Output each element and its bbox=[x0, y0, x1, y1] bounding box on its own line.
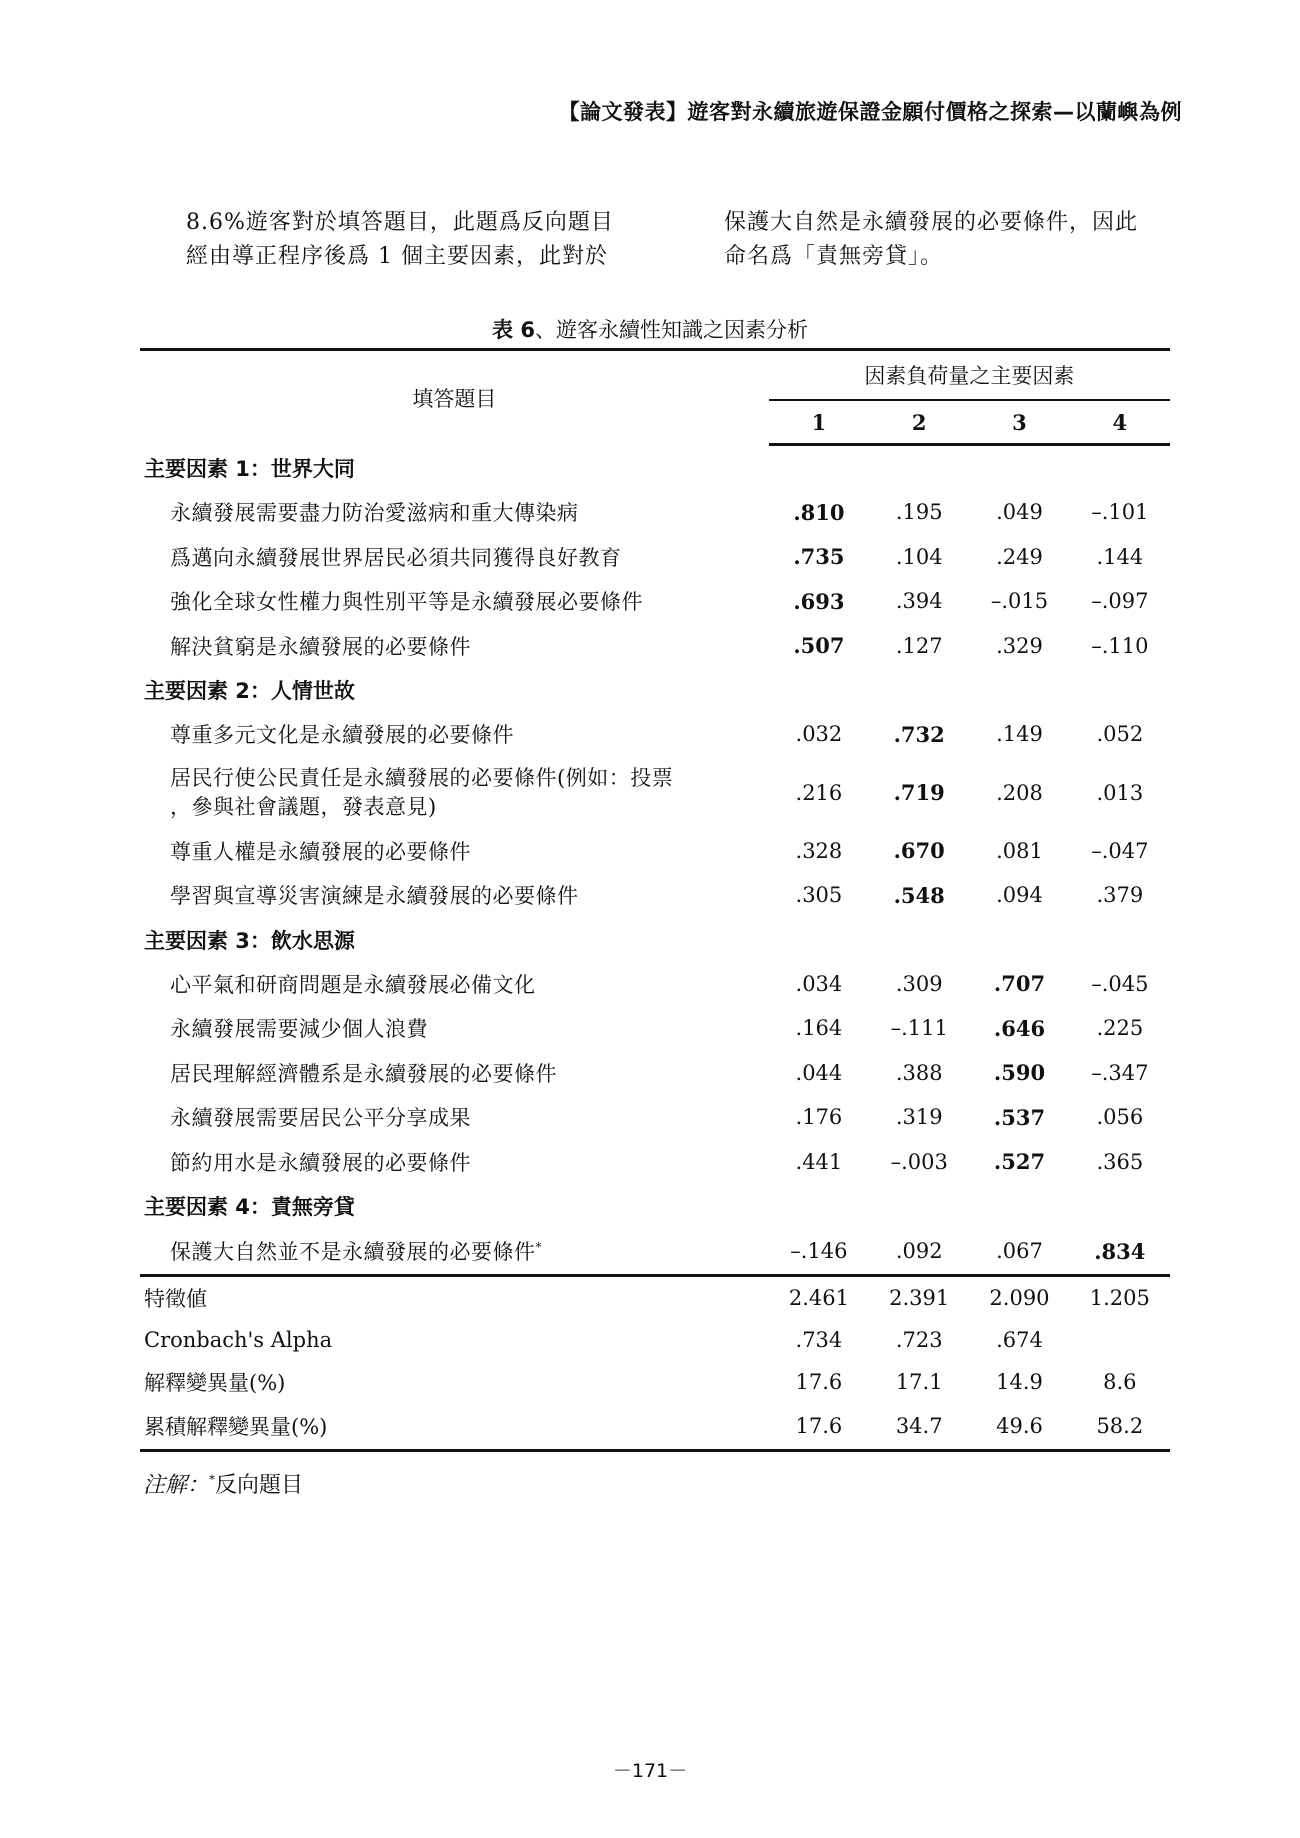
loading-cell bbox=[769, 873, 869, 918]
primary-loading-value: .707 bbox=[993, 971, 1046, 997]
table-row bbox=[140, 962, 1170, 1007]
loading-value: –.045 bbox=[1091, 971, 1149, 996]
loading-value: .309 bbox=[895, 971, 943, 996]
loading-value: –.003 bbox=[890, 1149, 948, 1174]
loading-cell bbox=[769, 1051, 869, 1096]
factor-header-row bbox=[140, 918, 1170, 962]
loading-value: .149 bbox=[996, 722, 1043, 747]
loading-cell bbox=[869, 962, 969, 1007]
note-label: 注解： bbox=[143, 1473, 210, 1498]
loading-value: .216 bbox=[795, 780, 843, 805]
loading-cell bbox=[1070, 757, 1170, 829]
header-col-4: 4 bbox=[1070, 400, 1170, 445]
table-body bbox=[140, 445, 1170, 1451]
item-question bbox=[140, 962, 769, 1007]
loading-value: .034 bbox=[795, 971, 843, 996]
table-row bbox=[140, 624, 1170, 669]
intro-line: 8.6%遊客對於填答題目，此題爲反向題目 bbox=[186, 210, 614, 235]
stat-value: 2.461 bbox=[788, 1286, 849, 1310]
loading-cell bbox=[769, 1140, 869, 1185]
table-note bbox=[143, 1468, 303, 1499]
stat-value: 49.6 bbox=[969, 1403, 1069, 1451]
loading-value: .388 bbox=[895, 1060, 943, 1085]
running-header: 【論文發表】遊客對永續旅遊保證金願付價格之探索—以蘭嶼為例 bbox=[558, 100, 1182, 124]
loading-cell bbox=[869, 1051, 969, 1096]
factor-title: 主要因素 2：人情世故 bbox=[144, 679, 355, 703]
table-caption-label: 表 6 bbox=[492, 318, 535, 342]
loading-value: –.097 bbox=[1091, 589, 1149, 614]
stat-row bbox=[140, 1403, 1170, 1451]
loading-cell bbox=[1070, 962, 1170, 1007]
item-question-text: 心平氣和研商問題是永續發展必備文化 bbox=[170, 972, 536, 997]
stat-value: 1.205 bbox=[1089, 1286, 1150, 1310]
loading-cell bbox=[769, 962, 869, 1007]
item-question bbox=[140, 757, 769, 829]
table-row bbox=[140, 1228, 1170, 1276]
item-question bbox=[140, 829, 769, 874]
loading-cell bbox=[969, 535, 1069, 580]
loading-cell bbox=[869, 1006, 969, 1051]
loading-cell bbox=[869, 1228, 969, 1276]
factor-header-row bbox=[140, 1184, 1170, 1228]
loading-value: .365 bbox=[1096, 1149, 1144, 1174]
loading-value: .104 bbox=[895, 544, 943, 569]
item-question bbox=[140, 1228, 769, 1276]
loading-value: .144 bbox=[1096, 544, 1144, 569]
loading-value: .305 bbox=[795, 883, 843, 908]
item-question-text: 尊重多元文化是永續發展的必要條件 bbox=[170, 723, 514, 748]
loading-cell bbox=[969, 1140, 1069, 1185]
table-row bbox=[140, 873, 1170, 918]
loading-value: –.047 bbox=[1091, 838, 1149, 863]
table-header-row bbox=[140, 350, 1170, 401]
loading-cell bbox=[1070, 1095, 1170, 1140]
item-question bbox=[140, 1006, 769, 1051]
loading-cell bbox=[969, 490, 1069, 535]
loading-cell bbox=[869, 1095, 969, 1140]
item-question-text: 居民理解經濟體系是永續發展的必要條件 bbox=[170, 1061, 557, 1086]
loading-cell bbox=[969, 873, 1069, 918]
stat-value: .734 bbox=[795, 1328, 843, 1352]
stat-row bbox=[140, 1276, 1170, 1320]
item-question bbox=[140, 1140, 769, 1185]
header-col-3: 3 bbox=[969, 400, 1069, 445]
stat-value: 8.6 bbox=[1103, 1370, 1137, 1394]
loading-cell bbox=[769, 1006, 869, 1051]
intro-left-column bbox=[186, 206, 646, 274]
stat-label: 解釋變異量(%) bbox=[144, 1371, 286, 1395]
item-question bbox=[140, 579, 769, 624]
stat-row bbox=[140, 1319, 1170, 1361]
loading-value: .032 bbox=[795, 722, 843, 747]
stat-label: 特徵値 bbox=[144, 1287, 207, 1311]
loading-cell bbox=[1070, 829, 1170, 874]
factor-analysis-table bbox=[140, 348, 1170, 1452]
stat-value: 2.391 bbox=[889, 1286, 950, 1310]
loading-cell bbox=[769, 535, 869, 580]
loading-value: .329 bbox=[996, 633, 1043, 658]
loading-cell bbox=[1070, 873, 1170, 918]
loading-cell bbox=[1070, 579, 1170, 624]
loading-cell bbox=[769, 829, 869, 874]
item-question-text: 學習與宣導災害演練是永續發展的必要條件 bbox=[170, 884, 579, 909]
intro-line: 經由導正程序後爲 1 個主要因素，此對於 bbox=[186, 244, 608, 269]
loading-cell bbox=[869, 829, 969, 874]
factor-title: 主要因素 4：責無旁貸 bbox=[144, 1195, 355, 1219]
loading-value: –.111 bbox=[890, 1016, 948, 1041]
stat-value: 58.2 bbox=[1070, 1403, 1170, 1451]
loading-value: .328 bbox=[795, 838, 843, 863]
stat-value: 17.1 bbox=[895, 1370, 943, 1394]
stat-row bbox=[140, 1361, 1170, 1403]
header-col-1: 1 bbox=[769, 400, 869, 445]
item-question-text: 永續發展需要盡力防治愛滋病和重大傳染病 bbox=[170, 501, 579, 526]
table-row bbox=[140, 1006, 1170, 1051]
loading-value: .176 bbox=[795, 1105, 843, 1130]
table-row bbox=[140, 757, 1170, 829]
loading-value: .379 bbox=[1096, 883, 1144, 908]
table-caption-text: 、遊客永續性知識之因素分析 bbox=[534, 318, 808, 342]
primary-loading-value: .834 bbox=[1094, 1238, 1146, 1264]
loading-cell bbox=[1070, 1006, 1170, 1051]
loading-value: .249 bbox=[996, 544, 1043, 569]
table-row bbox=[140, 490, 1170, 535]
loading-value: .164 bbox=[795, 1016, 843, 1041]
loading-cell bbox=[969, 1051, 1069, 1096]
loading-cell bbox=[969, 579, 1069, 624]
loading-cell bbox=[769, 1095, 869, 1140]
factor-header-row bbox=[140, 668, 1170, 712]
loading-cell bbox=[969, 962, 1069, 1007]
loading-cell bbox=[969, 1006, 1069, 1051]
table-row bbox=[140, 829, 1170, 874]
loading-value: –.146 bbox=[790, 1239, 848, 1263]
primary-loading-value: .719 bbox=[893, 780, 945, 805]
note-text: 反向題目 bbox=[215, 1473, 304, 1498]
table-row bbox=[140, 1051, 1170, 1096]
loading-cell bbox=[869, 579, 969, 624]
item-question bbox=[140, 624, 769, 669]
loading-cell bbox=[869, 624, 969, 669]
loading-value: .081 bbox=[996, 838, 1043, 863]
loading-cell bbox=[1070, 712, 1170, 757]
item-question-text: 節約用水是永續發展的必要條件 bbox=[170, 1150, 471, 1175]
loading-cell bbox=[869, 873, 969, 918]
loading-cell bbox=[969, 1095, 1069, 1140]
stat-value: 2.090 bbox=[989, 1286, 1050, 1310]
primary-loading-value: .646 bbox=[993, 1015, 1046, 1041]
primary-loading-value: .693 bbox=[793, 588, 845, 614]
loading-value: –.110 bbox=[1091, 633, 1149, 658]
loading-cell bbox=[769, 1228, 869, 1276]
stat-value: 17.6 bbox=[769, 1403, 869, 1451]
loading-value: .092 bbox=[895, 1239, 943, 1263]
factor-title: 主要因素 1：世界大同 bbox=[144, 457, 355, 481]
header-factor-group: 因素負荷量之主要因素 bbox=[769, 350, 1170, 401]
item-question-text: 尊重人權是永續發展的必要條件 bbox=[170, 839, 471, 864]
item-question-text: 解決貧窮是永續發展的必要條件 bbox=[170, 634, 471, 659]
loading-cell bbox=[969, 757, 1069, 829]
table-row bbox=[140, 579, 1170, 624]
loading-value: .094 bbox=[996, 883, 1043, 908]
stat-value bbox=[1070, 1319, 1170, 1361]
loading-cell bbox=[869, 1140, 969, 1185]
intro-line: 命名爲「責無旁貸」。 bbox=[724, 244, 944, 269]
primary-loading-value: .590 bbox=[993, 1060, 1046, 1086]
item-question-text: 保護大自然並不是永續發展的必要條件 bbox=[170, 1240, 536, 1264]
table-row bbox=[140, 712, 1170, 757]
loading-cell bbox=[769, 490, 869, 535]
loading-cell bbox=[1070, 490, 1170, 535]
primary-loading-value: .670 bbox=[893, 838, 945, 864]
item-question bbox=[140, 1051, 769, 1096]
factor-title: 主要因素 3：飲水思源 bbox=[144, 928, 355, 953]
loading-cell bbox=[969, 829, 1069, 874]
primary-loading-value: .537 bbox=[993, 1104, 1046, 1130]
primary-loading-value: .732 bbox=[893, 721, 945, 747]
table-caption bbox=[0, 314, 1300, 344]
loading-value: .067 bbox=[996, 1239, 1043, 1263]
page-number: －171－ bbox=[612, 1760, 688, 1782]
loading-value: .195 bbox=[895, 500, 943, 525]
item-question bbox=[140, 535, 769, 580]
stat-value: .723 bbox=[895, 1328, 943, 1352]
item-question-text: 強化全球女性權力與性別平等是永續發展必要條件 bbox=[170, 590, 643, 615]
loading-cell bbox=[1070, 624, 1170, 669]
primary-loading-value: .527 bbox=[993, 1149, 1046, 1175]
loading-cell bbox=[769, 757, 869, 829]
loading-value: .052 bbox=[1096, 722, 1144, 747]
stat-label: Cronbach's Alpha bbox=[144, 1328, 333, 1352]
item-question-text: 居民行使公民責任是永續發展的必要條件(例如：投票 bbox=[170, 765, 674, 790]
table-row bbox=[140, 1140, 1170, 1185]
stat-value: 17.6 bbox=[795, 1370, 843, 1394]
stat-value: 34.7 bbox=[869, 1403, 969, 1451]
loading-cell bbox=[1070, 1228, 1170, 1276]
factor-header-row bbox=[140, 445, 1170, 491]
loading-cell bbox=[1070, 535, 1170, 580]
primary-loading-value: .548 bbox=[893, 882, 945, 908]
stat-label: 累積解釋變異量(%) bbox=[140, 1403, 769, 1451]
item-question bbox=[140, 873, 769, 918]
header-col-2: 2 bbox=[869, 400, 969, 445]
loading-value: .044 bbox=[795, 1060, 843, 1085]
loading-value: –.101 bbox=[1091, 500, 1149, 525]
primary-loading-value: .735 bbox=[793, 544, 845, 570]
table-row bbox=[140, 1095, 1170, 1140]
loading-cell bbox=[1070, 1140, 1170, 1185]
header-question: 填答題目 bbox=[412, 386, 497, 411]
stat-value: 14.9 bbox=[996, 1370, 1043, 1394]
loading-value: –.347 bbox=[1091, 1060, 1149, 1085]
intro-line: 保護大自然是永續發展的必要條件，因此 bbox=[724, 210, 1139, 235]
loading-value: .208 bbox=[996, 780, 1043, 805]
loading-value: .225 bbox=[1096, 1016, 1144, 1041]
intro-right-column bbox=[724, 206, 1184, 274]
primary-loading-value: .810 bbox=[793, 499, 845, 525]
loading-value: .056 bbox=[1096, 1105, 1144, 1130]
loading-value: .441 bbox=[795, 1149, 843, 1174]
primary-loading-value: .507 bbox=[793, 633, 845, 659]
item-question bbox=[140, 490, 769, 535]
loading-cell bbox=[969, 712, 1069, 757]
stat-value: .674 bbox=[996, 1328, 1043, 1352]
item-question bbox=[140, 1095, 769, 1140]
table-row bbox=[140, 535, 1170, 580]
loading-cell bbox=[769, 712, 869, 757]
item-question bbox=[140, 712, 769, 757]
loading-cell bbox=[869, 712, 969, 757]
loading-value: .394 bbox=[895, 589, 943, 614]
loading-value: –.015 bbox=[990, 589, 1049, 614]
reverse-item-mark: * bbox=[535, 1240, 542, 1254]
item-question-text: 永續發展需要居民公平分享成果 bbox=[170, 1106, 471, 1131]
loading-cell bbox=[769, 624, 869, 669]
loading-cell bbox=[769, 579, 869, 624]
loading-cell bbox=[869, 535, 969, 580]
loading-cell bbox=[869, 490, 969, 535]
item-question-text: 永續發展需要減少個人浪費 bbox=[170, 1017, 428, 1042]
loading-cell bbox=[969, 624, 1069, 669]
item-question-text-cont: ，參與社會議題，發表意見) bbox=[170, 794, 437, 819]
loading-value: .127 bbox=[895, 633, 943, 658]
item-question-text: 爲邁向永續發展世界居民必須共同獲得良好教育 bbox=[170, 545, 622, 570]
loading-value: .319 bbox=[895, 1105, 943, 1130]
loading-cell bbox=[869, 757, 969, 829]
loading-cell bbox=[1070, 1051, 1170, 1096]
loading-cell bbox=[969, 1228, 1069, 1276]
loading-value: .013 bbox=[1096, 780, 1144, 805]
note-mark: * bbox=[209, 1472, 216, 1487]
loading-value: .049 bbox=[996, 500, 1043, 525]
